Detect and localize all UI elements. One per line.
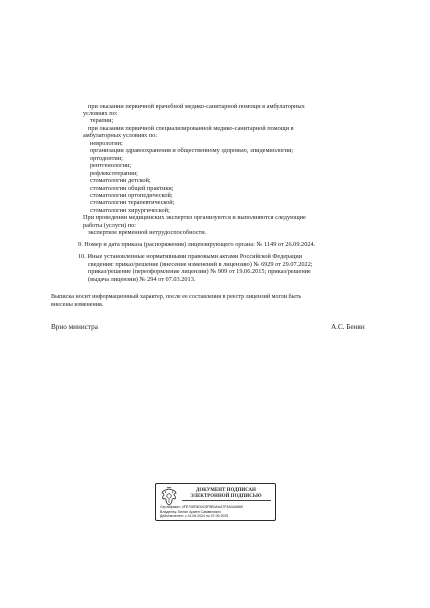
text-line: экспертизе временной нетрудоспособности. [88, 229, 207, 236]
text-line: стоматологии ортопедической; [90, 192, 173, 199]
text-line: условиях по: [83, 110, 118, 117]
order-number-line: 9. Номер и дата приказа (распоряжения) лицензирующего органа: № 1149 от 26.09.2024. [78, 241, 316, 248]
text-line: при оказании первичной врачебной медико-санитарной помощи в амбулаторных [88, 103, 305, 110]
text-line: рефлексотерапии; [90, 170, 138, 177]
text-line: Выписка носит информационный характер, после ее составления в реестр лицензий могли быть [51, 294, 302, 300]
text-line: рентгенологии; [90, 162, 132, 169]
text-line: неврологии; [90, 140, 123, 147]
text-line: стоматологии терапевтической; [90, 199, 175, 206]
stamp-subtitle: ЭЛЕКТРОННОЙ ПОДПИСЬЮ [190, 493, 262, 499]
stamp-owner: Владелец: Бенян Армен Самвелович [160, 509, 221, 514]
text-line: амбулаторных условиях по: [83, 132, 158, 139]
text-line: стоматологии детской; [90, 177, 151, 184]
coat-of-arms-icon [160, 487, 178, 507]
text-line: При проведении медицинских экспертиз организуются и выполняются следующие [83, 214, 306, 221]
stamp-certificate: Сертификат: 4FE708F8D0C5F5B0AAA7F5A34A865 [160, 505, 243, 509]
signatory-position: Врио министра [51, 323, 98, 331]
electronic-signature-stamp [155, 483, 276, 521]
stamp-title: ДОКУМЕНТ ПОДПИСАН [196, 488, 256, 493]
stamp-validity: Действителен: с 14.06.2024 по 07.09.2025 [160, 514, 229, 518]
text-line: приказ/решение (переоформление лицензии) № 909 от 19.06.2015; приказ/решение [88, 268, 311, 275]
text-line: работы (услуги) по: [83, 222, 136, 229]
text-line: (выдача лицензии) № 294 от 07.03.2013. [88, 276, 196, 283]
signatory-name: А.С. Бенян [331, 323, 365, 331]
stamp-divider [182, 500, 271, 501]
text-line: организации здравоохранения и общественному здоровью, эпидемиологии; [90, 147, 294, 154]
text-line: 10. Иные установленные нормативными правовыми актами Российской Федерации [78, 253, 303, 260]
text-line: внесены изменения. [51, 302, 104, 308]
text-line: сведения: приказ/решение (внесение изменений в лицензию) № 6929 от 29.07.2022; [88, 261, 313, 268]
text-line: стоматологии общей практики; [90, 185, 174, 192]
text-line: стоматологии хирургической; [90, 207, 170, 214]
text-line: при оказании первичной специализированной медико-санитарной помощи в [88, 125, 294, 132]
text-line: терапии; [90, 117, 114, 124]
text-line: ортодонтии; [90, 155, 123, 162]
